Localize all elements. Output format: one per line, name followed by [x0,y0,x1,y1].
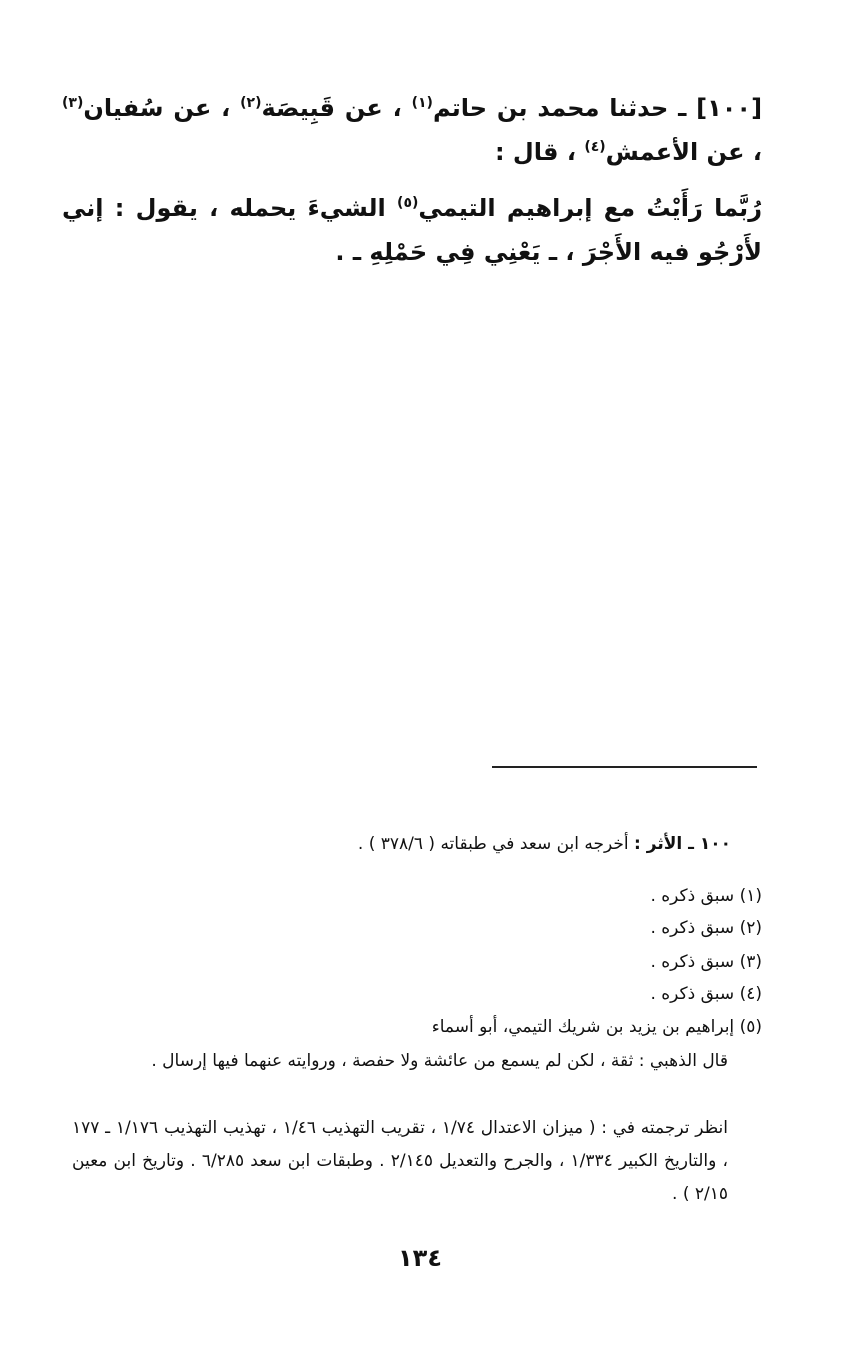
footnote-item [432,1011,762,1044]
footnote-item [650,912,762,945]
footnote-text: سبق ذكره . [650,952,735,972]
takhrij-line [358,828,731,861]
footnote-number: (٢) [739,918,762,938]
isnad-text: حدثنا محمد بن حاتم [432,94,669,122]
isnad-text: ، عن قَبِيصَة [261,94,412,122]
footnote-marker[interactable]: (٢) [240,95,262,111]
footnote-marker[interactable]: (٤) [584,139,606,155]
page-number: ١٣٤ [398,1244,442,1272]
isnad-text: ، عن سُفيان [83,94,241,122]
footnote-number: (٥) [739,1017,762,1037]
footnote-text: إبراهيم بن يزيد بن شريك التيمي، أبو أسماء [431,1017,735,1037]
footnote-number: (٤) [739,984,762,1004]
isnad-text: ، قال : [494,138,585,166]
footnote-marker[interactable]: (٥) [397,195,419,211]
matn-text: الشيءَ يحمله ، يقول : إني لأَرْجُو فيه الأَجْرَ ، ـ يَعْنِي فِي حَمْلِهِ ـ . [62,194,762,266]
matn-text: رُبَّما رَأَيْتُ مع إبراهيم التيمي [418,194,763,222]
hadith-isnad [62,86,762,174]
footnote-item [650,946,762,979]
takhrij-text: أخرجه ابن سعد في طبقاته ( ٣٧٨/٦ ) . [357,834,635,854]
footnote-text: سبق ذكره . [650,918,735,938]
athar-text [62,186,762,274]
footnote-dhahabi: قال الذهبي : ثقة ، لكن لم يسمع من عائشة ولا حفصة ، وروايته عنهما فيها إرسال . [151,1051,728,1071]
footnote-separator [492,766,757,768]
footnote-item [650,880,762,913]
footnote-number: (١) [739,886,762,906]
hadith-number: [١٠٠] [696,94,763,122]
footnote-marker[interactable]: (١) [411,95,433,111]
footnote-references: انظر ترجمته في : ( ميزان الاعتدال ١/٧٤ ، تقريب التهذيب ١/٤٦ ، تهذيب التهذيب ١/١٧٦ ـ ١٧٧ ، والتاريخ الكبير ١/٣٣٤ ، والجرح والتعديل ٢/١٤٥ . وطبقات ابن سعد ٦/٢٨٥ . وتاريخ ابن معين ٢/١٥ ) . [72,1118,729,1204]
dash: ـ [668,94,697,122]
isnad-text: ، عن الأعمش [605,138,762,166]
takhrij-label: ١٠٠ ـ الأثر : [634,834,731,854]
footnote-number: (٣) [739,952,762,972]
footnote-text: سبق ذكره . [650,984,735,1004]
footnote-marker[interactable]: (٣) [62,95,84,111]
footnote-text: سبق ذكره . [650,886,735,906]
footnote-item [650,978,762,1011]
